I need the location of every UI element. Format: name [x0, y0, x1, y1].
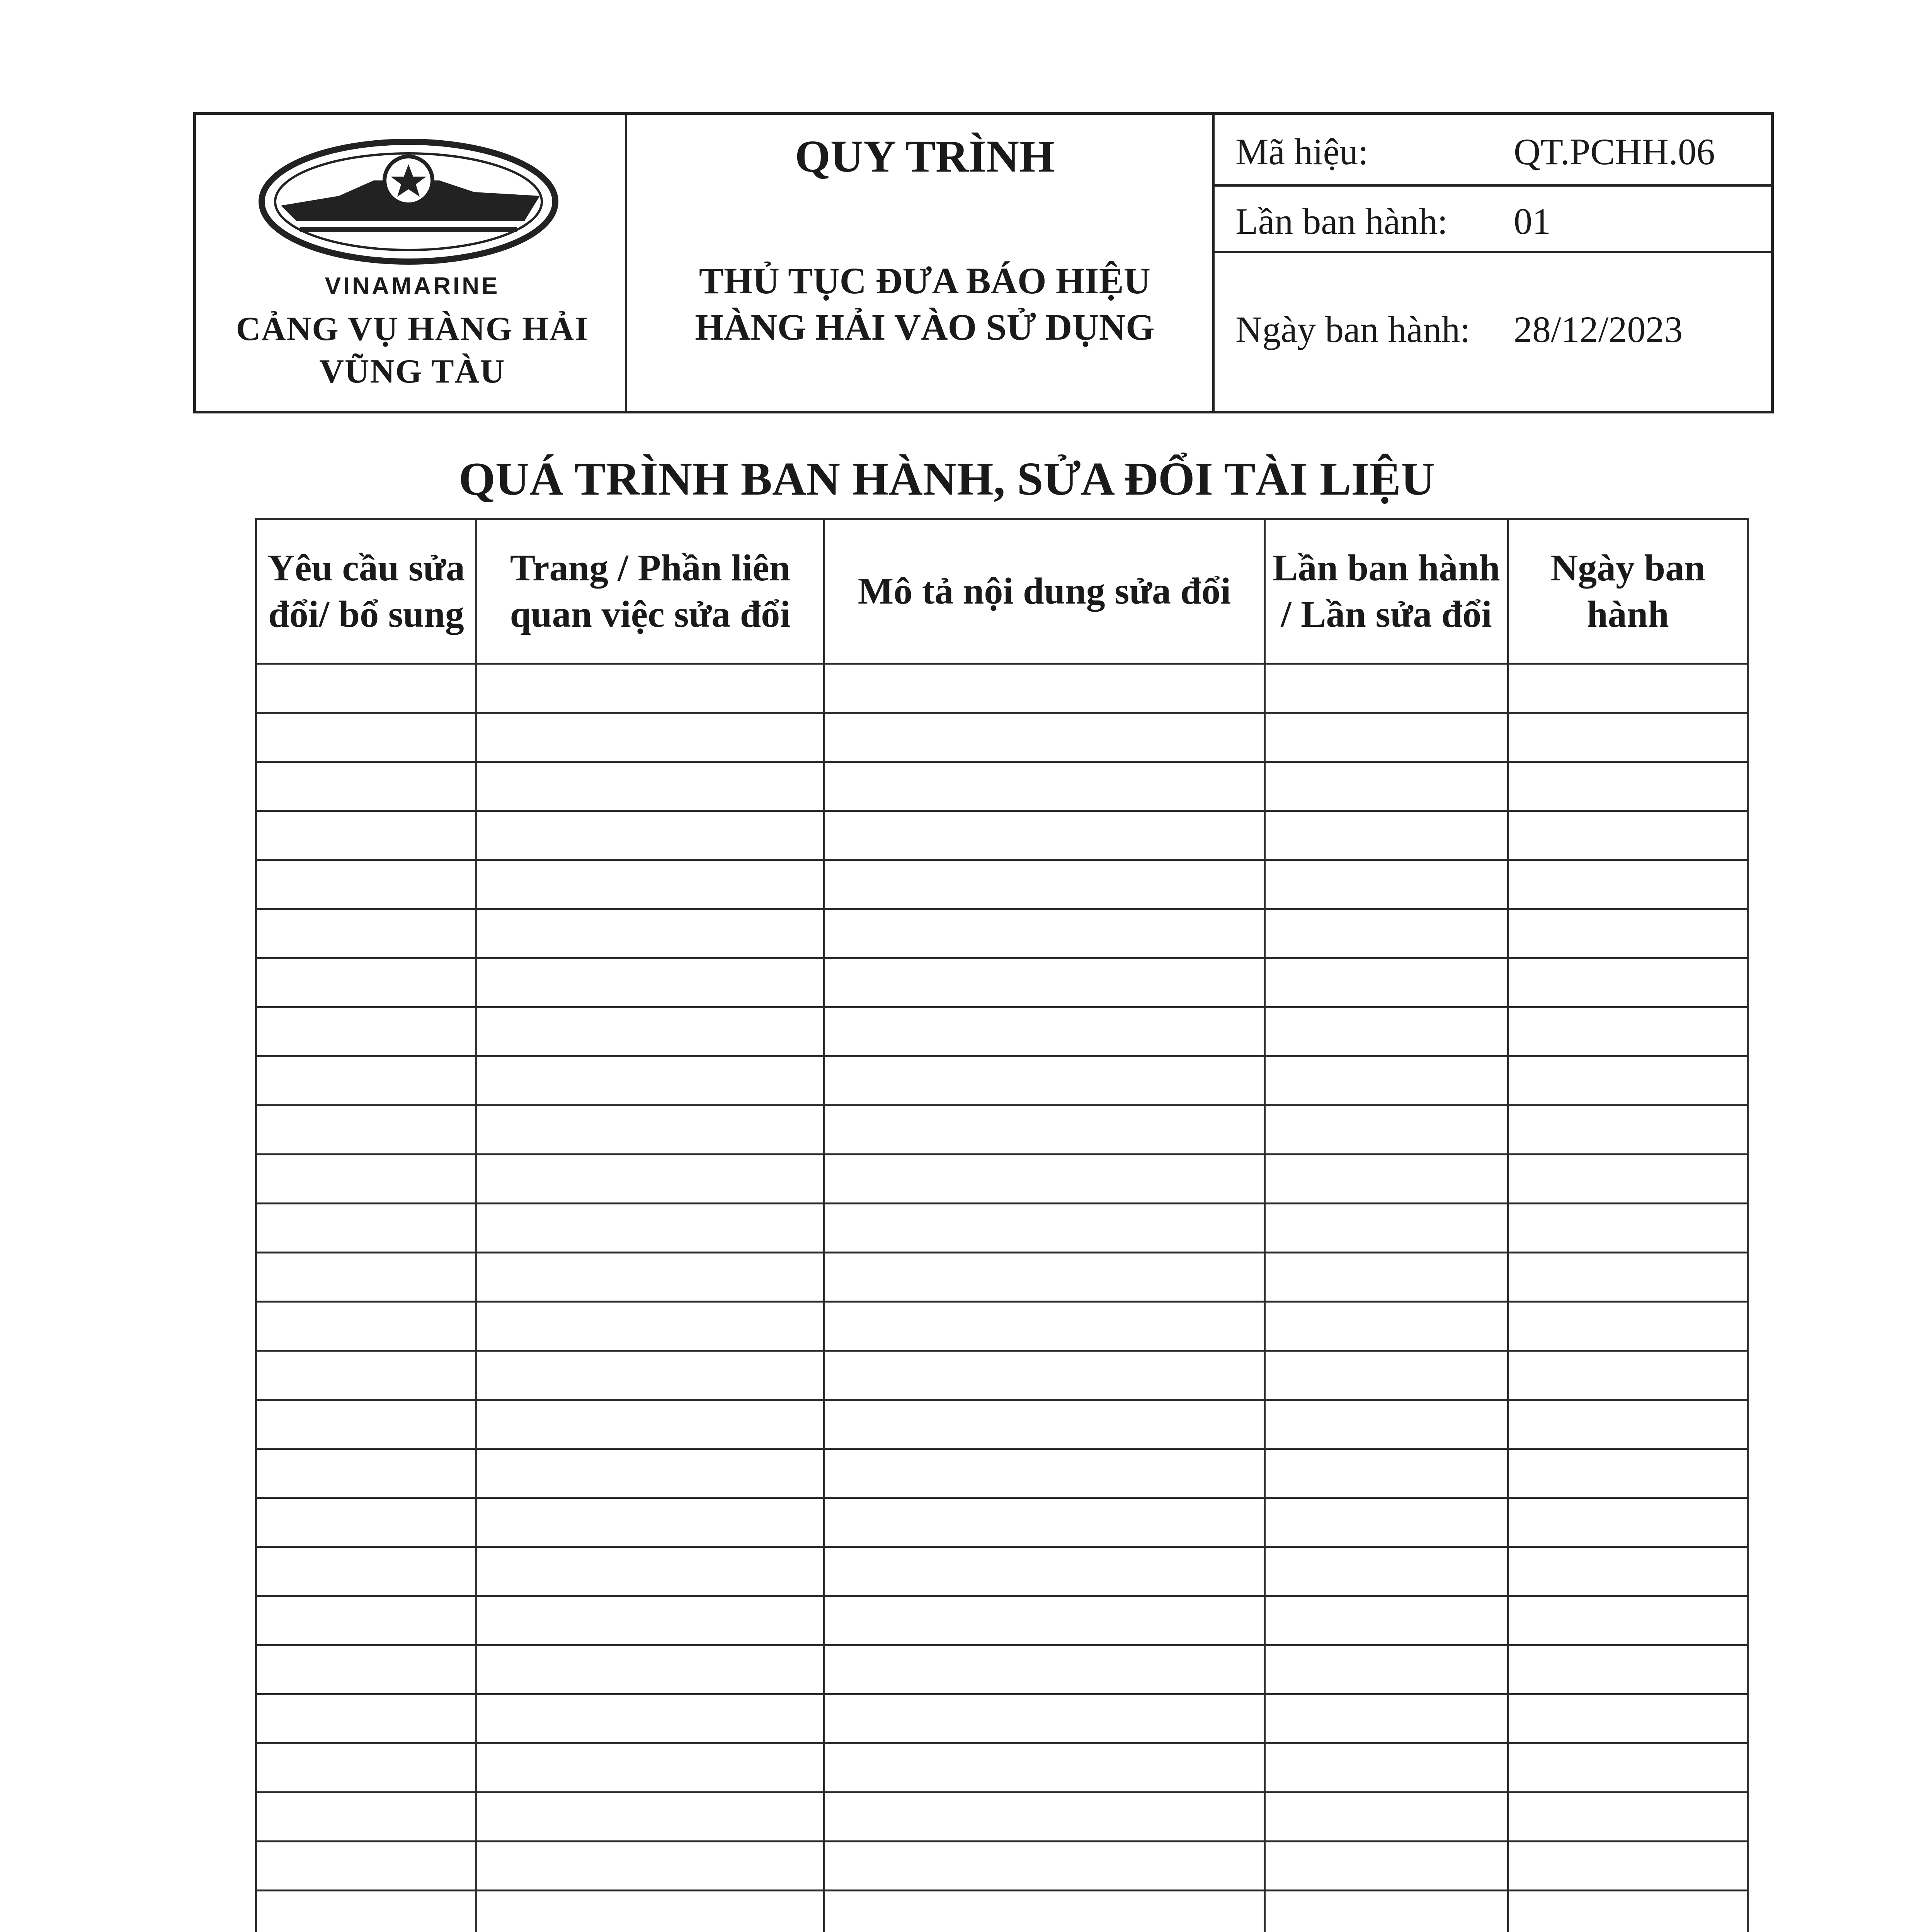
table-cell — [824, 1498, 1265, 1547]
table-cell — [1265, 1694, 1508, 1743]
table-cell — [1508, 860, 1748, 909]
table-cell — [824, 1694, 1265, 1743]
column-header-description: Mô tả nội dung sửa đổi — [824, 519, 1265, 664]
table-cell — [256, 1694, 476, 1743]
table-cell — [256, 1253, 476, 1302]
table-row — [256, 1596, 1748, 1645]
table-cell — [476, 1645, 824, 1694]
table-row — [256, 713, 1748, 762]
table-cell — [1508, 664, 1748, 713]
table-cell — [824, 1400, 1265, 1449]
table-cell — [256, 909, 476, 958]
table-cell — [256, 664, 476, 713]
table-cell — [256, 1056, 476, 1105]
table-cell — [256, 1155, 476, 1204]
table-cell — [256, 1645, 476, 1694]
section-title: QUÁ TRÌNH BAN HÀNH, SỬA ĐỔI TÀI LIỆU — [458, 453, 1435, 505]
table-cell — [256, 1351, 476, 1400]
table-cell — [256, 1105, 476, 1155]
table-row — [256, 1891, 1748, 1932]
table-cell — [1508, 762, 1748, 811]
table-cell — [476, 1105, 824, 1155]
table-cell — [1508, 1694, 1748, 1743]
table-cell — [256, 762, 476, 811]
table-cell — [824, 1007, 1265, 1056]
table-cell — [476, 1204, 824, 1253]
table-cell — [256, 1793, 476, 1842]
vinamarine-logo-icon — [258, 138, 559, 265]
column-header-revision-number: Lần ban hành / Lần sửa đổi — [1265, 519, 1508, 664]
table-cell — [256, 1842, 476, 1891]
table-cell — [1508, 1596, 1748, 1645]
table-cell — [256, 1449, 476, 1498]
table-cell — [824, 1449, 1265, 1498]
table-cell — [1508, 1498, 1748, 1547]
table-cell — [1265, 1400, 1508, 1449]
table-cell — [476, 1793, 824, 1842]
issue-date-value: 28/12/2023 — [1514, 309, 1683, 350]
table-cell — [1265, 1351, 1508, 1400]
table-cell — [824, 1351, 1265, 1400]
table-cell — [476, 1351, 824, 1400]
table-cell — [824, 664, 1265, 713]
table-cell — [256, 1204, 476, 1253]
table-cell — [1265, 1498, 1508, 1547]
table-cell — [824, 958, 1265, 1007]
table-cell — [824, 1645, 1265, 1694]
table-row — [256, 1351, 1748, 1400]
issue-date-label: Ngày ban hành: — [1235, 309, 1470, 350]
table-cell — [256, 1547, 476, 1596]
issue-number-label: Lần ban hành: — [1235, 201, 1448, 242]
table-cell — [476, 1743, 824, 1793]
table-cell — [1508, 713, 1748, 762]
table-cell — [476, 1449, 824, 1498]
table-cell — [476, 1694, 824, 1743]
table-cell — [1508, 1449, 1748, 1498]
organization-name-line1: CẢNG VỤ HÀNG HẢI — [236, 310, 589, 348]
table-cell — [1508, 1400, 1748, 1449]
table-cell — [1508, 1105, 1748, 1155]
table-cell — [256, 860, 476, 909]
table-cell — [824, 1155, 1265, 1204]
table-cell — [476, 909, 824, 958]
table-cell — [1265, 1056, 1508, 1105]
table-cell — [1265, 1253, 1508, 1302]
table-cell — [1265, 1743, 1508, 1793]
table-cell — [476, 1253, 824, 1302]
table-cell — [824, 1596, 1265, 1645]
issue-number-value: 01 — [1514, 201, 1551, 242]
table-cell — [476, 1498, 824, 1547]
table-row — [256, 1302, 1748, 1351]
document-type: QUY TRÌNH — [795, 131, 1055, 182]
table-cell — [1265, 811, 1508, 860]
table-row — [256, 762, 1748, 811]
table-cell — [1508, 1743, 1748, 1793]
table-cell — [256, 811, 476, 860]
table-cell — [1265, 1007, 1508, 1056]
table-cell — [1265, 1793, 1508, 1842]
table-cell — [1508, 811, 1748, 860]
table-cell — [824, 1253, 1265, 1302]
table-cell — [476, 1842, 824, 1891]
table-row — [256, 1694, 1748, 1743]
table-cell — [476, 1547, 824, 1596]
table-cell — [256, 1007, 476, 1056]
table-cell — [1508, 1253, 1748, 1302]
table-cell — [256, 958, 476, 1007]
table-cell — [476, 958, 824, 1007]
table-cell — [1508, 1842, 1748, 1891]
table-cell — [476, 860, 824, 909]
table-cell — [1265, 1204, 1508, 1253]
table-cell — [476, 1400, 824, 1449]
table-cell — [1508, 1645, 1748, 1694]
table-cell — [1265, 762, 1508, 811]
table-cell — [1508, 1793, 1748, 1842]
table-cell — [256, 713, 476, 762]
table-cell — [1508, 1155, 1748, 1204]
table-row — [256, 1743, 1748, 1793]
table-cell — [1265, 1155, 1508, 1204]
table-cell — [1265, 860, 1508, 909]
header-divider — [1215, 251, 1771, 253]
column-header-request: Yêu cầu sửa đổi/ bổ sung — [256, 519, 476, 664]
table-cell — [1508, 1204, 1748, 1253]
table-cell — [1508, 909, 1748, 958]
table-cell — [824, 1056, 1265, 1105]
table-cell — [1265, 1302, 1508, 1351]
table-cell — [1508, 1891, 1748, 1932]
table-cell — [1265, 1596, 1508, 1645]
organization-name-line2: VŨNG TÀU — [319, 353, 505, 390]
table-cell — [256, 1400, 476, 1449]
table-cell — [824, 1547, 1265, 1596]
table-cell — [1265, 909, 1508, 958]
table-cell — [1265, 958, 1508, 1007]
table-cell — [824, 713, 1265, 762]
revision-history-table — [255, 518, 1749, 1932]
table-cell — [824, 811, 1265, 860]
table-row — [256, 1253, 1748, 1302]
table-cell — [824, 1842, 1265, 1891]
table-cell — [1265, 713, 1508, 762]
header-divider — [1215, 184, 1771, 187]
table-row — [256, 1400, 1748, 1449]
table-cell — [256, 1302, 476, 1351]
table-cell — [476, 1596, 824, 1645]
table-row — [256, 1105, 1748, 1155]
table-cell — [1508, 1351, 1748, 1400]
table-cell — [824, 1793, 1265, 1842]
table-cell — [1508, 1302, 1748, 1351]
table-cell — [1508, 958, 1748, 1007]
document-header — [193, 112, 1774, 413]
table-cell — [824, 1302, 1265, 1351]
table-cell — [1265, 1105, 1508, 1155]
table-row — [256, 1007, 1748, 1056]
table-cell — [824, 762, 1265, 811]
table-row — [256, 811, 1748, 860]
table-cell — [1265, 1645, 1508, 1694]
table-cell — [476, 1302, 824, 1351]
table-row — [256, 909, 1748, 958]
table-cell — [256, 1596, 476, 1645]
table-cell — [476, 1891, 824, 1932]
table-row — [256, 1547, 1748, 1596]
document-code-label: Mã hiệu: — [1235, 131, 1368, 172]
table-cell — [476, 1155, 824, 1204]
table-cell — [476, 664, 824, 713]
table-cell — [1508, 1007, 1748, 1056]
table-cell — [476, 713, 824, 762]
document-title-line1: THỦ TỤC ĐƯA BÁO HIỆU — [699, 260, 1151, 301]
table-cell — [1265, 1547, 1508, 1596]
table-row — [256, 1056, 1748, 1105]
table-cell — [1265, 1842, 1508, 1891]
column-header-page-section: Trang / Phần liên quan việc sửa đổi — [476, 519, 824, 664]
table-row — [256, 1204, 1748, 1253]
table-row — [256, 1842, 1748, 1891]
table-cell — [476, 1007, 824, 1056]
document-title-line2: HÀNG HẢI VÀO SỬ DỤNG — [695, 306, 1155, 348]
table-row — [256, 860, 1748, 909]
table-cell — [256, 1498, 476, 1547]
table-row — [256, 1645, 1748, 1694]
table-cell — [1508, 1056, 1748, 1105]
table-cell — [256, 1891, 476, 1932]
table-cell — [476, 1056, 824, 1105]
logo-wordmark: VINAMARINE — [325, 273, 500, 299]
table-row — [256, 1498, 1748, 1547]
table-cell — [824, 1105, 1265, 1155]
document-code-value: QT.PCHH.06 — [1514, 131, 1715, 172]
column-header-issue-date: Ngày ban hành — [1508, 519, 1748, 664]
table-cell — [824, 909, 1265, 958]
table-row — [256, 1793, 1748, 1842]
table-cell — [1265, 664, 1508, 713]
table-cell — [824, 1891, 1265, 1932]
table-cell — [476, 762, 824, 811]
table-cell — [1265, 1449, 1508, 1498]
table-cell — [256, 1743, 476, 1793]
table-header-row — [256, 519, 1748, 664]
table-cell — [824, 1204, 1265, 1253]
table-cell — [1508, 1547, 1748, 1596]
table-cell — [824, 1743, 1265, 1793]
table-row — [256, 1155, 1748, 1204]
table-row — [256, 664, 1748, 713]
table-cell — [1265, 1891, 1508, 1932]
table-row — [256, 958, 1748, 1007]
table-row — [256, 1449, 1748, 1498]
table-cell — [824, 860, 1265, 909]
table-cell — [476, 811, 824, 860]
